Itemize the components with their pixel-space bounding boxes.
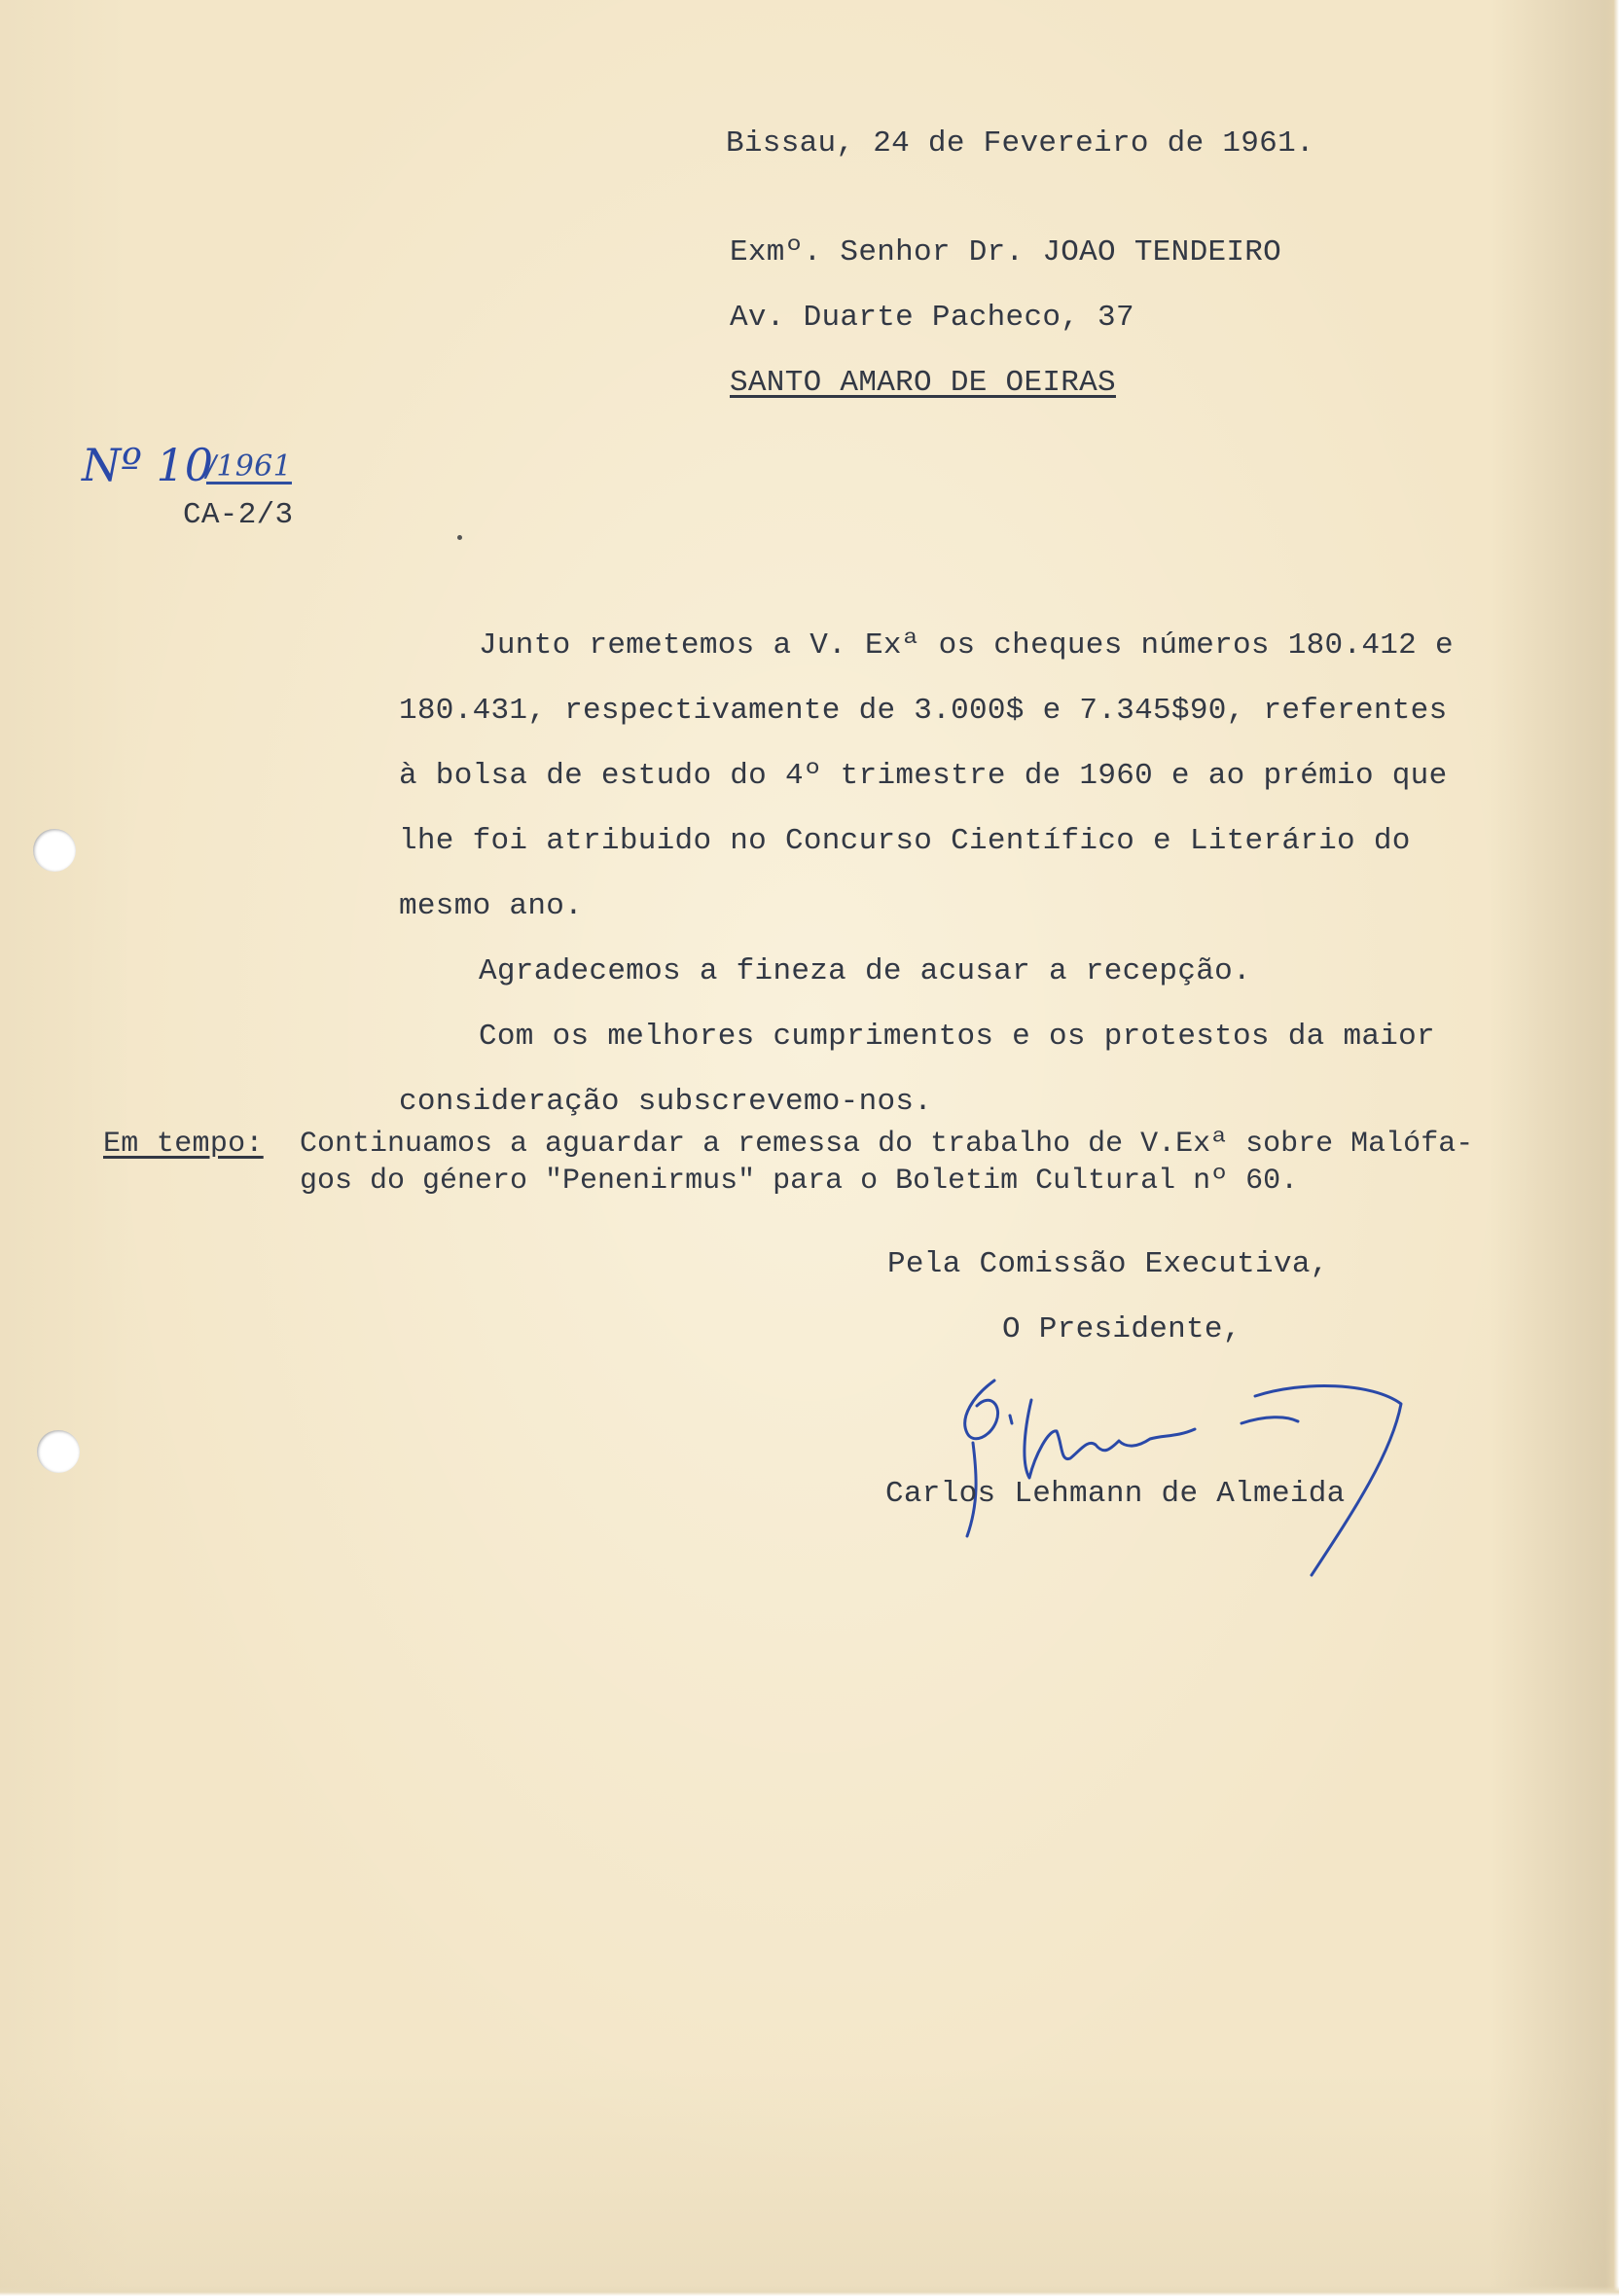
body-line-1: Junto remetemos a V. Exª os cheques números 180.412 e bbox=[479, 628, 1454, 663]
recipient-street: Av. Duarte Pacheco, 37 bbox=[730, 301, 1134, 335]
closing-line-1: Pela Comissão Executiva, bbox=[887, 1247, 1329, 1281]
paper-edge-bottom bbox=[0, 2286, 1619, 2296]
recipient-name: Exmº. Senhor Dr. JOAO TENDEIRO bbox=[730, 235, 1282, 269]
recipient-city: SANTO AMARO DE OEIRAS bbox=[730, 366, 1116, 400]
reference-year: /1961 bbox=[206, 449, 292, 484]
closing-line-2: O Presidente, bbox=[1002, 1312, 1241, 1346]
punch-hole-top bbox=[33, 829, 76, 872]
postscript-line-2: gos do género "Penenirmus" para o Boletim Cultural nº 60. bbox=[300, 1165, 1299, 1198]
postscript-line-1: Continuamos a aguardar a remessa do trabalho de V.Exª sobre Malófa- bbox=[300, 1128, 1474, 1161]
signatory-name: Carlos Lehmann de Almeida bbox=[885, 1477, 1346, 1511]
body-paragraph-3-line-2: consideração subscrevemo-nos. bbox=[399, 1085, 933, 1119]
punch-hole-bottom bbox=[37, 1430, 80, 1473]
signature-drawing bbox=[934, 1357, 1440, 1581]
body-line-3: à bolsa de estudo do 4º trimestre de 1960 e ao prémio que bbox=[399, 759, 1448, 793]
reference-code: CA-2/3 bbox=[183, 498, 294, 532]
body-line-4: lhe foi atribuido no Concurso Científico e Literário do bbox=[399, 824, 1411, 858]
body-line-2: 180.431, respectivamente de 3.000$ e 7.345$90, referentes bbox=[399, 694, 1448, 728]
postscript-label: Em tempo: bbox=[103, 1128, 264, 1161]
reference-handwritten-number: Nº 10 bbox=[82, 439, 214, 491]
date-line: Bissau, 24 de Fevereiro de 1961. bbox=[726, 126, 1314, 161]
body-paragraph-2: Agradecemos a fineza de acusar a recepção. bbox=[479, 954, 1251, 988]
body-line-5: mesmo ano. bbox=[399, 889, 584, 923]
body-paragraph-3-line-1: Com os melhores cumprimentos e os protestos da maior bbox=[479, 1020, 1435, 1054]
ink-dot bbox=[457, 535, 462, 540]
paper-edge-right bbox=[1605, 0, 1619, 2296]
